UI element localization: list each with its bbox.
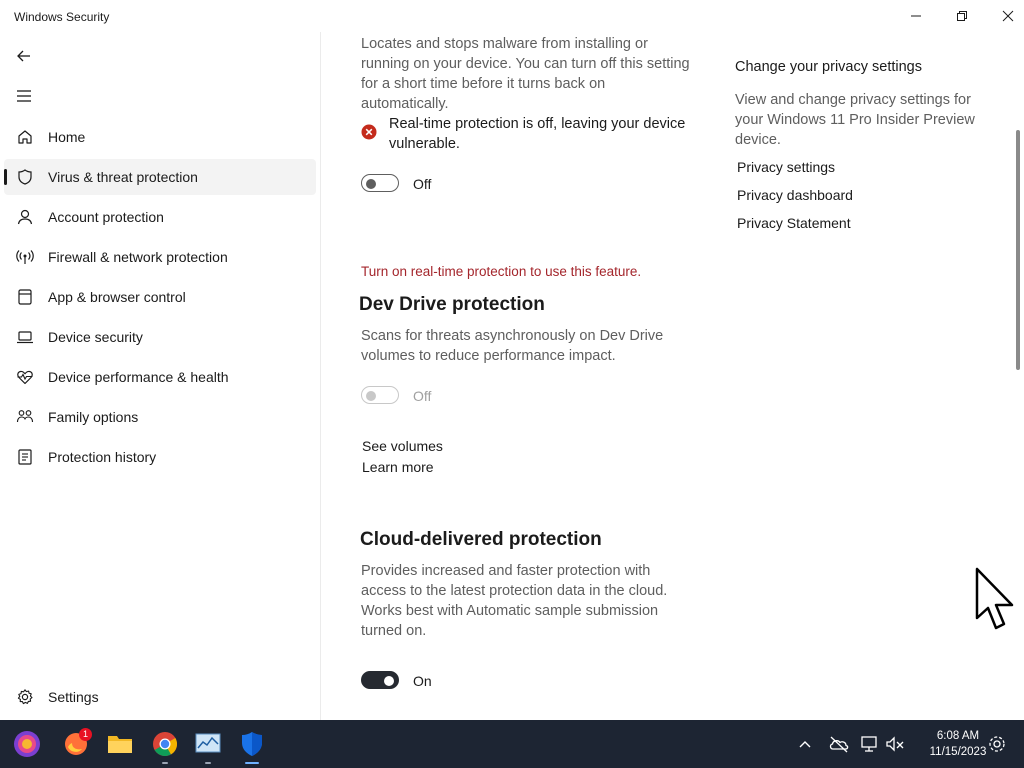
realtime-protection-toggle[interactable]	[361, 174, 399, 192]
see-volumes-link[interactable]: See volumes	[362, 438, 443, 454]
toggle-knob	[366, 179, 376, 189]
chrome-icon	[152, 731, 178, 757]
heart-pulse-icon	[16, 368, 34, 386]
privacy-statement-link[interactable]: Privacy Statement	[737, 215, 851, 231]
nav-item-device-security[interactable]	[4, 319, 316, 355]
feature-warning: Turn on real-time protection to use this feature.	[361, 264, 642, 279]
privacy-heading: Change your privacy settings	[735, 59, 922, 75]
home-icon	[16, 128, 34, 146]
dev-drive-heading: Dev Drive protection	[359, 294, 545, 315]
onedrive-button[interactable]	[828, 734, 850, 754]
show-hidden-icons-button[interactable]	[795, 734, 815, 754]
back-button[interactable]	[10, 42, 38, 70]
wireless-icon	[16, 248, 34, 266]
mouse-cursor-icon	[972, 566, 1022, 638]
hamburger-icon	[16, 88, 32, 104]
notification-badge: 1	[79, 728, 92, 741]
dev-drive-toggle-state: Off	[413, 388, 432, 404]
nav-item-label: Home	[48, 129, 86, 145]
file-explorer-icon	[106, 732, 134, 756]
nav-item-family-options[interactable]	[4, 399, 316, 435]
laptop-icon	[16, 328, 34, 346]
network-button[interactable]	[860, 734, 882, 754]
learn-more-link[interactable]: Learn more	[362, 459, 434, 475]
title-bar	[0, 0, 1024, 32]
cloud-protection-heading: Cloud-delivered protection	[360, 529, 602, 550]
vertical-scrollbar[interactable]	[1016, 130, 1020, 370]
chrome-button[interactable]	[149, 728, 181, 760]
nav-item-label: Family options	[48, 409, 139, 425]
copilot-button[interactable]	[11, 728, 43, 760]
windows-security-icon	[239, 730, 265, 758]
network-icon	[860, 734, 882, 754]
performance-monitor-icon	[194, 732, 222, 756]
app-title: Windows Security	[14, 10, 110, 24]
nav-item-label: Device performance & health	[48, 369, 229, 385]
shield-icon	[16, 168, 34, 186]
nav-item-label: Firewall & network protection	[48, 249, 228, 265]
cloud-toggle-state: On	[413, 673, 432, 689]
nav-item-app-browser-control[interactable]	[4, 279, 316, 315]
dev-drive-toggle[interactable]	[361, 386, 399, 404]
nav-item-settings[interactable]	[4, 679, 316, 715]
family-icon	[16, 408, 34, 426]
realtime-description: Locates and stops malware from installing or running on your device. You can turn off this setting for a short time before it turns back on automatically.	[361, 36, 690, 112]
dev-drive-description: Scans for threats asynchronously on Dev Drive volumes to reduce performance impact.	[361, 328, 664, 364]
minimize-button[interactable]	[893, 0, 939, 32]
chevron-up-icon	[795, 734, 815, 754]
close-icon	[1002, 10, 1014, 22]
nav-item-firewall-network[interactable]	[4, 239, 316, 275]
windows-security-taskbar-button[interactable]	[236, 728, 268, 760]
person-icon	[16, 208, 34, 226]
clock-time: 6:08 AM	[936, 730, 980, 742]
notification-settings-icon	[986, 734, 1008, 754]
volume-button[interactable]	[884, 734, 906, 754]
privacy-description: View and change privacy settings for your Windows 11 Pro Insider Preview device.	[735, 92, 975, 148]
realtime-alert-text: Real-time protection is off, leaving your device vulnerable.	[389, 116, 686, 152]
notifications-button[interactable]	[986, 734, 1008, 754]
performance-monitor-running-indicator	[205, 762, 211, 764]
toggle-knob	[366, 391, 376, 401]
nav-item-label: Account protection	[48, 209, 164, 225]
toggle-knob	[384, 676, 394, 686]
minimize-icon	[910, 10, 922, 22]
settings-label: Settings	[48, 689, 99, 705]
cloud-protection-toggle[interactable]	[361, 671, 399, 689]
nav-item-label: Device security	[48, 329, 143, 345]
restore-icon	[956, 10, 968, 22]
copilot-icon	[12, 729, 42, 759]
performance-monitor-button[interactable]	[192, 728, 224, 760]
privacy-settings-link[interactable]: Privacy settings	[737, 159, 836, 175]
nav-item-virus-threat-protection[interactable]	[4, 159, 316, 195]
cloud-offline-icon	[828, 734, 850, 754]
nav-item-account-protection[interactable]	[4, 199, 316, 235]
main-content	[321, 32, 1024, 720]
history-icon	[16, 448, 34, 466]
nav-item-home[interactable]	[4, 119, 316, 155]
selection-indicator	[4, 169, 7, 185]
error-icon	[361, 124, 377, 140]
file-explorer-button[interactable]	[104, 728, 136, 760]
privacy-dashboard-link[interactable]: Privacy dashboard	[737, 187, 853, 203]
nav-item-label: Virus & threat protection	[48, 169, 198, 185]
speaker-muted-icon	[884, 734, 906, 754]
nav-item-protection-history[interactable]	[4, 439, 316, 475]
nav-item-label: Protection history	[48, 449, 157, 465]
cloud-protection-description: Provides increased and faster protection with access to the latest protection data in the cloud. Works best with Automatic sample submission turned on.	[361, 563, 668, 639]
clock-date: 11/15/2023	[929, 746, 987, 758]
nav-item-label: App & browser control	[48, 289, 186, 305]
realtime-toggle-state: Off	[413, 176, 432, 192]
gear-icon	[16, 688, 34, 706]
back-arrow-icon	[16, 48, 32, 64]
navigation-pane	[0, 32, 320, 720]
nav-item-device-performance-health[interactable]	[4, 359, 316, 395]
chrome-running-indicator	[162, 762, 168, 764]
restore-button[interactable]	[939, 0, 985, 32]
menu-button[interactable]	[10, 82, 38, 110]
security-active-indicator	[245, 762, 259, 764]
browser-window-icon	[16, 288, 34, 306]
firefox-button[interactable]	[60, 728, 92, 760]
close-button[interactable]	[985, 0, 1024, 32]
